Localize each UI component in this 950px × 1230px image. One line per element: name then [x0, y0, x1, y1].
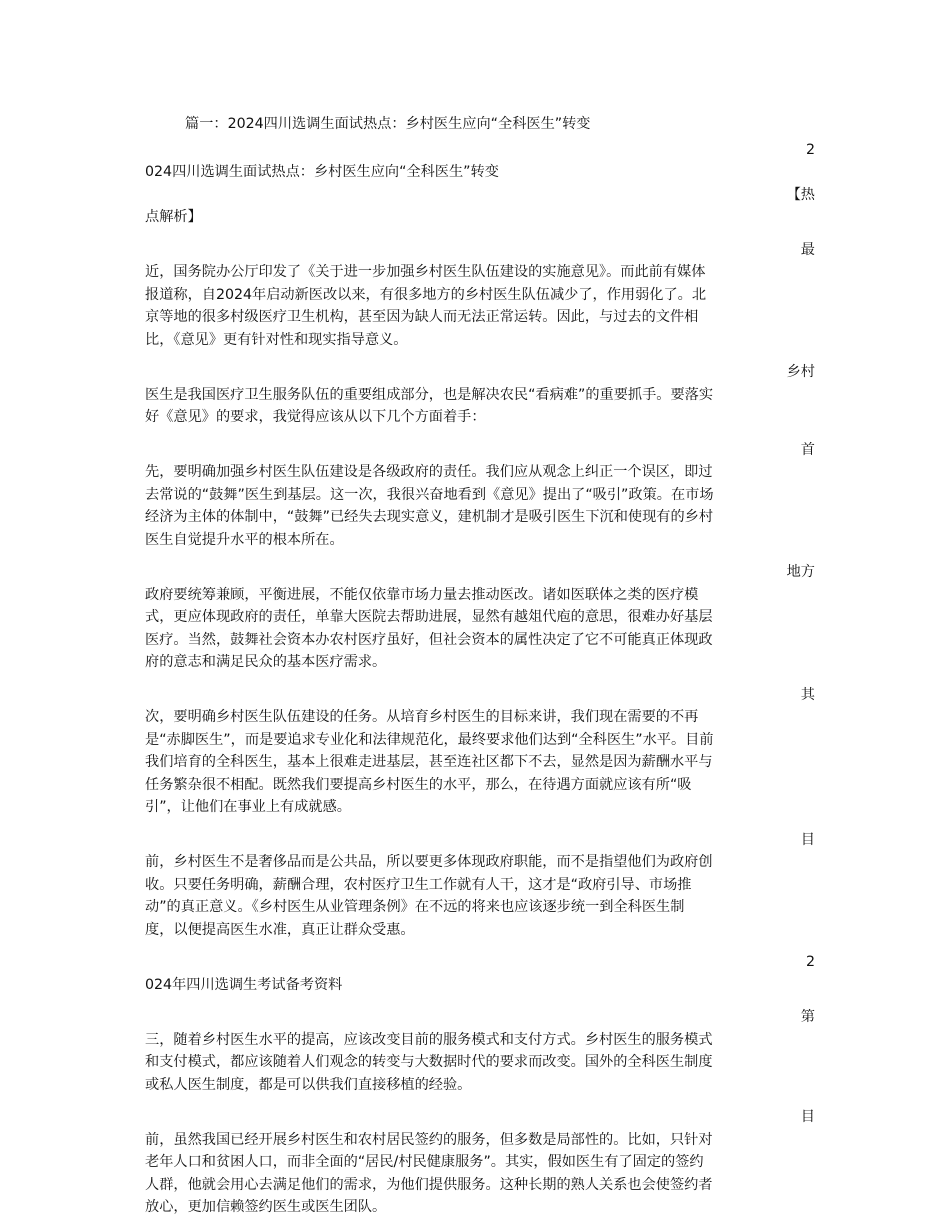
paragraph	[145, 351, 815, 429]
subtitle-fragment: 2	[805, 141, 815, 158]
paragraph-start-fragment: 其	[800, 686, 815, 703]
paragraph-list	[145, 229, 815, 1219]
paragraph-gap	[145, 351, 815, 361]
paragraph-start-fragment: 最	[800, 241, 815, 258]
paragraph-line: 医生自觉提升水平的根本所在。	[145, 531, 344, 548]
paragraph-line: 放心，更加信赖签约医生或医生团队。	[145, 1199, 387, 1215]
paragraph-line: 我们培育的全科医生，基本上很难走进基层，甚至连社区都下不去，显然是因为薪酬水平与	[145, 754, 713, 770]
paragraph-line: 任务繁杂很不相配。既然我们要提高乡村医生的水平，那么，在待遇方面就应该有所“吸	[145, 776, 692, 793]
paragraph	[145, 429, 815, 552]
paragraph-line: 经济为主体的体制中，“鼓舞”已经失去现实意义，建机制才是吸引医生下沉和使现有的乡村	[145, 509, 714, 525]
paragraph-start-fragment: 2	[805, 954, 815, 970]
paragraph-line: 去常说的“鼓舞”医生到基层。这一次，我很兴奋地看到《意见》提出了“吸引”政策。在市场	[145, 486, 714, 503]
paragraph-line: 前，乡村医生不是奢侈品而是公共品，所以要更多体现政府职能，而不是指望他们为政府创	[145, 854, 713, 870]
paragraph-line: 比，《意见》更有针对性和现实指导意义。	[145, 331, 408, 348]
paragraph-line: 政府要统筹兼顾，平衡进展，不能仅依靠市场力量去推动医改。诸如医联体之类的医疗模	[145, 586, 699, 603]
paragraph	[145, 551, 815, 674]
paragraph-line: 京等地的很多村级医疗卫生机构，甚至因为缺人而无法正常运转。因此，与过去的文件相	[145, 309, 699, 325]
paragraph-line: 好《意见》的要求，我觉得应该从以下几个方面着手：	[145, 409, 486, 425]
paragraph-line: 引”，让他们在事业上有成就感。	[145, 799, 351, 815]
paragraph-line: 024年四川选调生考试备考资料	[145, 976, 343, 993]
section-label-fragment: 【热	[786, 186, 815, 203]
document-page	[145, 113, 815, 1219]
paragraph-start-fragment: 目	[800, 831, 815, 848]
paragraph-start-fragment: 第	[800, 1009, 815, 1025]
paragraph-start-fragment: 地方	[786, 564, 815, 580]
paragraph-start-fragment: 乡村	[786, 364, 815, 380]
paragraph-line: 近，国务院办公厅印发了《关于进一步加强乡村医生队伍建设的实施意见》。而此前有媒体	[145, 264, 706, 280]
subtitle-line: 024四川选调生面试热点：乡村医生应向“全科医生”转变	[145, 164, 499, 180]
paragraph-line: 度，以便提高医生水准，真正让群众受惠。	[145, 921, 415, 938]
paragraph-gap	[145, 1096, 815, 1106]
paragraph-gap	[145, 819, 815, 829]
paragraph-line: 医生是我国医疗卫生服务队伍的重要组成部分，也是解决农民“看病难”的重要抓手。要落实	[145, 386, 714, 403]
paragraph-gap	[145, 551, 815, 561]
section-label-line: 点解析】	[145, 209, 202, 225]
paragraph-line: 收。只要任务明确，薪酬合理，农村医疗卫生工作就有人干，这才是“政府引导、市场推	[145, 876, 692, 893]
paragraph-line: 是“赤脚医生”，而是要追求专业化和法律规范化，最终要求他们达到“全科医生”水平。目前	[145, 731, 714, 748]
paragraph-line: 式，更应体现政府的责任，单靠大医院去帮助进展，显然有越俎代庖的意思，很难办好基层	[145, 609, 713, 625]
paragraph-gap	[145, 941, 815, 951]
paragraph-line: 医疗。当然，鼓舞社会资本办农村医疗虽好，但社会资本的属性决定了它不可能真正体现政	[145, 631, 713, 648]
paragraph	[145, 1096, 815, 1219]
paragraph-line: 报道称，自2024年启动新医改以来，有很多地方的乡村医生队伍减少了，作用弱化了。北	[145, 286, 707, 303]
paragraph	[145, 941, 815, 996]
paragraph	[145, 819, 815, 942]
paragraph-line: 三，随着乡村医生水平的提高，应该改变目前的服务模式和支付方式。乡村医生的服务模式	[145, 1031, 713, 1048]
paragraph-line: 次，要明确乡村医生队伍建设的任务。从培育乡村医生的目标来讲，我们现在需要的不再	[145, 709, 699, 725]
paragraph-line: 动”的真正意义。《乡村医生从业管理条例》在不远的将来也应该逐步统一到全科医生制	[145, 899, 685, 915]
paragraph-line: 或私人医生制度，都是可以供我们直接移植的经验。	[145, 1076, 472, 1093]
paragraph-gap	[145, 229, 815, 239]
paragraph-start-fragment: 目	[800, 1109, 815, 1125]
paragraph-gap	[145, 996, 815, 1006]
paragraph-line: 先，要明确加强乡村医生队伍建设是各级政府的责任。我们应从观念上纠正一个误区，即过	[145, 464, 713, 480]
paragraph	[145, 996, 815, 1096]
document-title: 篇一：2024四川选调生面试热点：乡村医生应向“全科医生”转变	[185, 116, 591, 132]
paragraph-line: 府的意志和满足民众的基本医疗需求。	[145, 654, 387, 670]
paragraph-line: 人群，他就会用心去满足他们的需求，为他们提供服务。这种长期的熟人关系也会使签约者	[145, 1176, 713, 1193]
paragraph-line: 和支付模式，都应该随着人们观念的转变与大数据时代的要求而改变。国外的全科医生制度	[145, 1054, 713, 1070]
paragraph-gap	[145, 674, 815, 684]
paragraph-gap	[145, 429, 815, 439]
paragraph	[145, 229, 815, 352]
paragraph-line: 前，虽然我国已经开展乡村医生和农村居民签约的服务，但多数是局部性的。比如，只针对	[145, 1131, 713, 1148]
paragraph	[145, 674, 815, 819]
paragraph-line: 老年人口和贫困人口，而非全面的“居民/村民健康服务”。其实，假如医生有了固定的签约	[145, 1154, 704, 1170]
paragraph-start-fragment: 首	[800, 441, 815, 458]
